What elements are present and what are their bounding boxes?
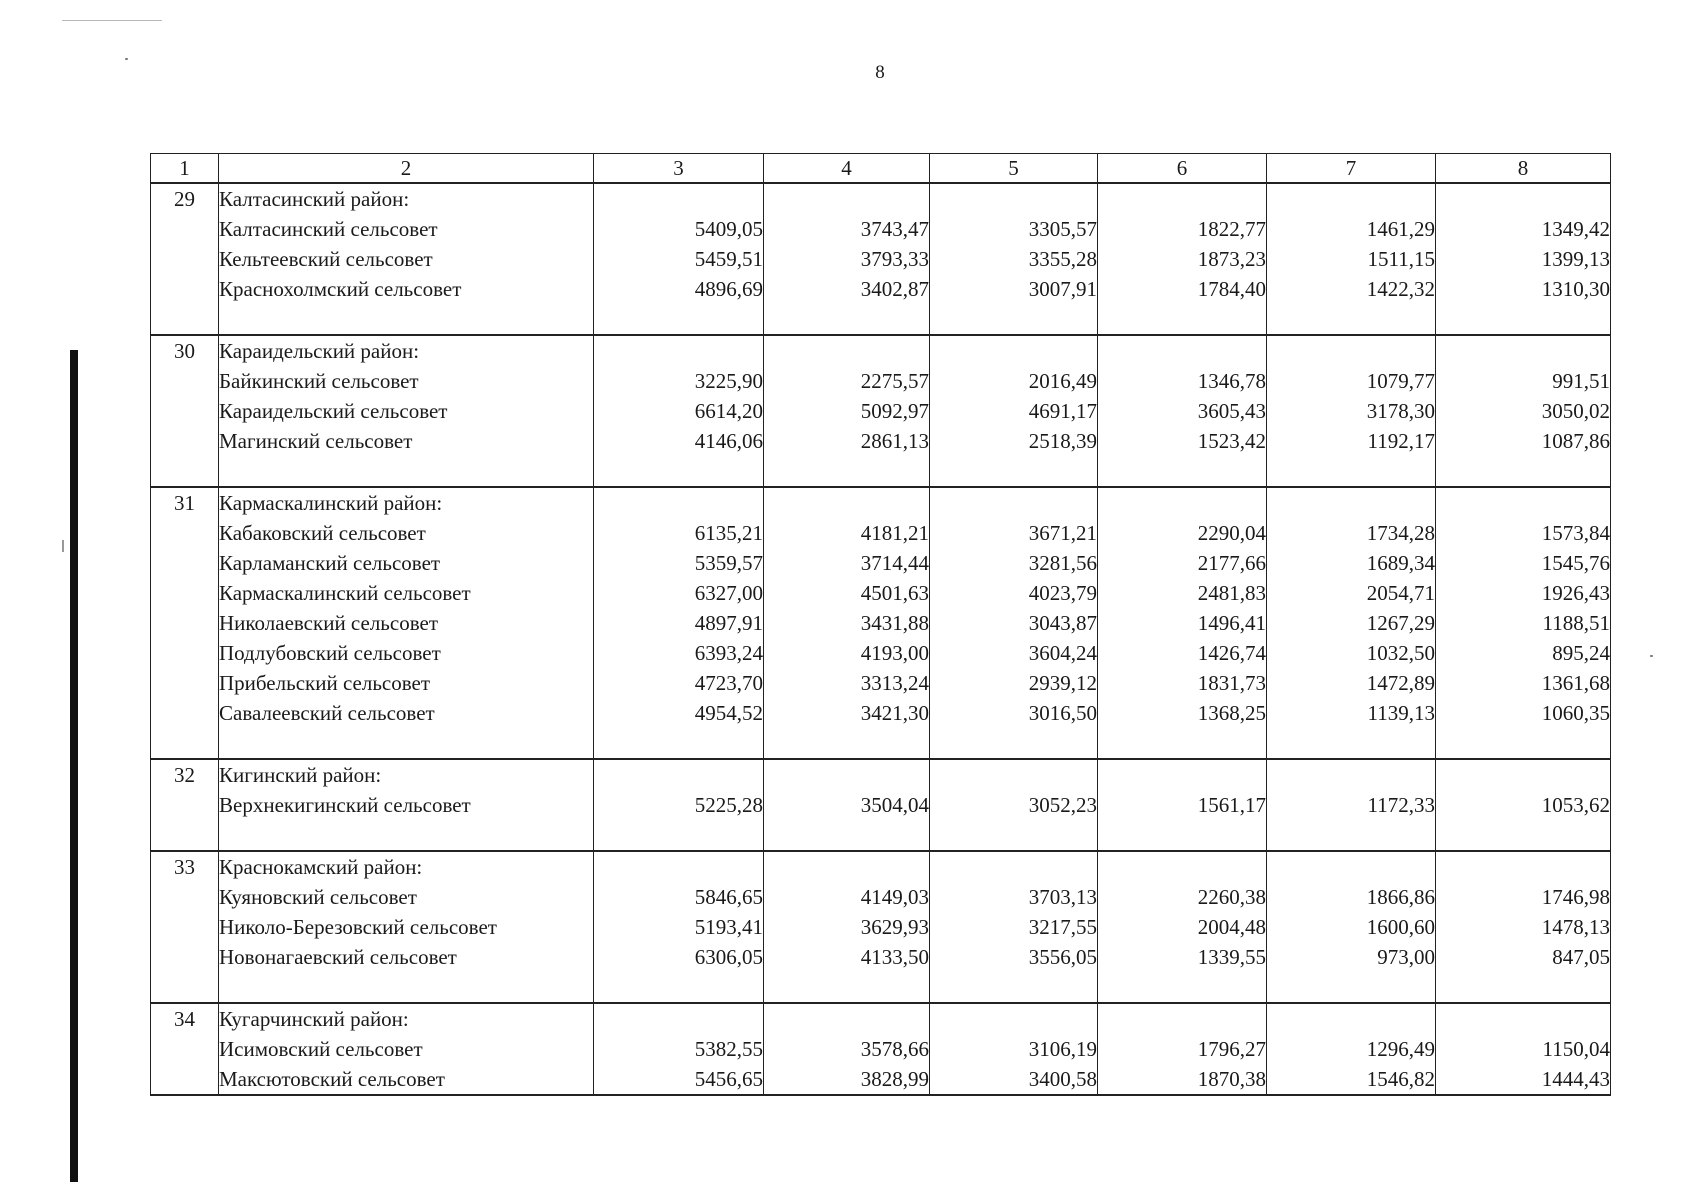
row-number-label: 31 (174, 491, 195, 515)
value: 5382,55 (694, 1037, 763, 1061)
value-cell (1267, 487, 1436, 759)
value-cell (594, 759, 764, 851)
value: 1188,51 (1542, 611, 1610, 635)
name-cell (219, 487, 594, 759)
row-number (151, 487, 219, 759)
value: 5359,57 (694, 551, 763, 575)
value: 1822,77 (1197, 217, 1266, 241)
value: 3703,13 (1028, 885, 1097, 909)
value: 1600,60 (1366, 915, 1435, 939)
value: 4149,03 (860, 885, 929, 909)
value: 973,00 (1377, 945, 1435, 969)
value: 1346,78 (1197, 369, 1266, 393)
value-cell (764, 1003, 930, 1095)
value-cell (1098, 759, 1267, 851)
value: 2177,66 (1197, 551, 1266, 575)
district-name: Кигинский район: (219, 763, 382, 787)
district-group-row (151, 487, 1611, 759)
value-cell (1436, 1003, 1611, 1095)
value: 3178,30 (1366, 399, 1435, 423)
value: 1472,89 (1366, 671, 1435, 695)
value: 1399,13 (1541, 247, 1610, 271)
value-cell (594, 1003, 764, 1095)
value-cell (1267, 183, 1436, 335)
scan-artifact-speck (125, 58, 128, 60)
value: 1172,33 (1367, 793, 1435, 817)
value: 1496,41 (1197, 611, 1266, 635)
value-cell (930, 183, 1098, 335)
district-group-row (151, 1003, 1611, 1095)
value: 5092,97 (860, 399, 929, 423)
value: 2260,38 (1197, 885, 1266, 909)
value: 1831,73 (1197, 671, 1266, 695)
value: 3605,43 (1197, 399, 1266, 423)
value: 1573,84 (1541, 521, 1610, 545)
value: 1426,74 (1197, 641, 1266, 665)
value: 1060,35 (1541, 701, 1610, 725)
value: 4897,91 (694, 611, 763, 635)
value: 3225,90 (694, 369, 763, 393)
value: 3431,88 (860, 611, 929, 635)
value: 1926,43 (1541, 581, 1610, 605)
value: 4723,70 (694, 671, 763, 695)
value: 1561,17 (1197, 793, 1266, 817)
value-cell (1098, 183, 1267, 335)
value-cell (1267, 335, 1436, 487)
value: 1873,23 (1197, 247, 1266, 271)
data-table (150, 153, 1611, 1096)
value-cell (594, 851, 764, 1003)
value-cell (1436, 487, 1611, 759)
row-number (151, 1003, 219, 1095)
value-cell (930, 759, 1098, 851)
value: 3313,24 (860, 671, 929, 695)
district-group-row (151, 183, 1611, 335)
row-number-label: 34 (174, 1007, 195, 1031)
value: 1310,30 (1541, 277, 1610, 301)
district-name: Караидельский район: (219, 339, 420, 363)
selsovet-name: Савалеевский сельсовет (219, 701, 435, 725)
value: 4691,17 (1028, 399, 1097, 423)
row-number-label: 32 (174, 763, 195, 787)
selsovet-name: Кармаскалинский сельсовет (219, 581, 471, 605)
column-header: 4 (764, 154, 930, 184)
value: 3578,66 (860, 1037, 929, 1061)
value: 1734,28 (1366, 521, 1435, 545)
value-cell (1098, 487, 1267, 759)
value: 1150,04 (1542, 1037, 1610, 1061)
value: 6614,20 (694, 399, 763, 423)
value: 3050,02 (1541, 399, 1610, 423)
value: 1478,13 (1541, 915, 1610, 939)
value: 1079,77 (1366, 369, 1435, 393)
name-cell (219, 183, 594, 335)
value: 6306,05 (694, 945, 763, 969)
district-group-row (151, 335, 1611, 487)
value: 4501,63 (860, 581, 929, 605)
value-cell (764, 759, 930, 851)
value: 1032,50 (1366, 641, 1435, 665)
name-cell (219, 851, 594, 1003)
selsovet-name: Николаевский сельсовет (219, 611, 438, 635)
value: 4193,00 (860, 641, 929, 665)
selsovet-name: Верхнекигинский сельсовет (219, 793, 471, 817)
value: 3052,23 (1028, 793, 1097, 817)
value-cell (1267, 759, 1436, 851)
value: 4181,21 (860, 521, 929, 545)
value: 3504,04 (860, 793, 929, 817)
page-number: 8 (875, 62, 885, 83)
value: 1784,40 (1197, 277, 1266, 301)
value: 2016,49 (1028, 369, 1097, 393)
value-cell (930, 335, 1098, 487)
value: 5193,41 (694, 915, 763, 939)
value: 3793,33 (860, 247, 929, 271)
district-name: Калтасинский район: (219, 187, 410, 211)
value: 3671,21 (1028, 521, 1097, 545)
row-number (151, 183, 219, 335)
value: 5459,51 (694, 247, 763, 271)
row-number-label: 30 (174, 339, 195, 363)
selsovet-name: Кельтеевский сельсовет (219, 247, 433, 271)
district-name: Кармаскалинский район: (219, 491, 443, 515)
value: 1296,49 (1366, 1037, 1435, 1061)
value: 2275,57 (860, 369, 929, 393)
column-header: 2 (219, 154, 594, 184)
value: 991,51 (1552, 369, 1610, 393)
value: 2518,39 (1028, 429, 1097, 453)
value-cell (1436, 851, 1611, 1003)
value: 1087,86 (1541, 429, 1610, 453)
row-number (151, 335, 219, 487)
selsovet-name: Максютовский сельсовет (219, 1067, 445, 1091)
value: 1796,27 (1197, 1037, 1266, 1061)
value: 1689,34 (1366, 551, 1435, 575)
row-number (151, 851, 219, 1003)
value: 2004,48 (1197, 915, 1266, 939)
value-cell (930, 851, 1098, 1003)
value: 1523,42 (1197, 429, 1266, 453)
value: 3106,19 (1028, 1037, 1097, 1061)
value: 1545,76 (1541, 551, 1610, 575)
value: 4023,79 (1028, 581, 1097, 605)
value: 6135,21 (694, 521, 763, 545)
value-cell (1098, 335, 1267, 487)
value: 6393,24 (694, 641, 763, 665)
value-cell (1267, 851, 1436, 1003)
value: 3402,87 (860, 277, 929, 301)
selsovet-name: Прибельский сельсовет (219, 671, 431, 695)
value-cell (1436, 183, 1611, 335)
value: 3043,87 (1028, 611, 1097, 635)
value: 1866,86 (1366, 885, 1435, 909)
column-header: 5 (930, 154, 1098, 184)
name-cell (219, 335, 594, 487)
value: 4896,69 (694, 277, 763, 301)
value: 4133,50 (860, 945, 929, 969)
value: 3305,57 (1028, 217, 1097, 241)
column-header: 1 (151, 154, 219, 184)
value: 1444,43 (1541, 1067, 1610, 1091)
value: 1349,42 (1541, 217, 1610, 241)
value-cell (1098, 1003, 1267, 1095)
value: 3714,44 (860, 551, 929, 575)
value: 6327,00 (694, 581, 763, 605)
selsovet-name: Николо-Березовский сельсовет (219, 915, 497, 939)
value-cell (764, 183, 930, 335)
value: 5409,05 (694, 217, 763, 241)
value: 3281,56 (1028, 551, 1097, 575)
value: 3556,05 (1028, 945, 1097, 969)
value: 1192,17 (1367, 429, 1435, 453)
value: 1511,15 (1367, 247, 1435, 271)
value: 2861,13 (860, 429, 929, 453)
value: 3629,93 (860, 915, 929, 939)
selsovet-name: Новонагаевский сельсовет (219, 945, 457, 969)
selsovet-name: Калтасинский сельсовет (219, 217, 438, 241)
name-cell (219, 1003, 594, 1095)
selsovet-name: Карламанский сельсовет (219, 551, 441, 575)
header-row (151, 154, 1611, 184)
selsovet-name: Байкинский сельсовет (219, 369, 419, 393)
row-number-label: 33 (174, 855, 195, 879)
value: 4954,52 (694, 701, 763, 725)
value-cell (1436, 759, 1611, 851)
value: 1368,25 (1197, 701, 1266, 725)
selsovet-name: Подлубовский сельсовет (219, 641, 441, 665)
value: 2939,12 (1028, 671, 1097, 695)
column-header: 7 (1267, 154, 1436, 184)
selsovet-name: Исимовский сельсовет (219, 1037, 423, 1061)
value: 1267,29 (1366, 611, 1435, 635)
value: 1461,29 (1366, 217, 1435, 241)
value: 1139,13 (1367, 701, 1435, 725)
value: 895,24 (1552, 641, 1610, 665)
value: 5225,28 (694, 793, 763, 817)
value: 3421,30 (860, 701, 929, 725)
value: 1422,32 (1366, 277, 1435, 301)
district-name: Краснокамский район: (219, 855, 423, 879)
value: 3217,55 (1028, 915, 1097, 939)
value: 3007,91 (1028, 277, 1097, 301)
value: 3016,50 (1028, 701, 1097, 725)
row-number-label: 29 (174, 187, 195, 211)
value: 1361,68 (1541, 671, 1610, 695)
value-cell (930, 1003, 1098, 1095)
value: 1339,55 (1197, 945, 1266, 969)
column-header: 6 (1098, 154, 1267, 184)
value-cell (1436, 335, 1611, 487)
value-cell (764, 335, 930, 487)
value: 847,05 (1552, 945, 1610, 969)
district-group-row (151, 759, 1611, 851)
value: 1546,82 (1366, 1067, 1435, 1091)
selsovet-name: Кабаковский сельсовет (219, 521, 426, 545)
row-number (151, 759, 219, 851)
value: 5456,65 (694, 1067, 763, 1091)
value-cell (594, 183, 764, 335)
district-group-row (151, 851, 1611, 1003)
value: 3604,24 (1028, 641, 1097, 665)
value-cell (1098, 851, 1267, 1003)
value: 1746,98 (1541, 885, 1610, 909)
district-name: Кугарчинский район: (219, 1007, 409, 1031)
value: 4146,06 (694, 429, 763, 453)
value: 1053,62 (1541, 793, 1610, 817)
value: 3743,47 (860, 217, 929, 241)
value-cell (594, 335, 764, 487)
value-cell (930, 487, 1098, 759)
value: 1870,38 (1197, 1067, 1266, 1091)
value: 2481,83 (1197, 581, 1266, 605)
value: 5846,65 (694, 885, 763, 909)
value: 2054,71 (1366, 581, 1435, 605)
selsovet-name: Магинский сельсовет (219, 429, 413, 453)
scan-artifact-tick (62, 540, 64, 552)
column-header: 8 (1436, 154, 1611, 184)
value: 3828,99 (860, 1067, 929, 1091)
name-cell (219, 759, 594, 851)
value-cell (764, 851, 930, 1003)
selsovet-name: Куяновский сельсовет (219, 885, 417, 909)
value: 3355,28 (1028, 247, 1097, 271)
value: 3400,58 (1028, 1067, 1097, 1091)
value-cell (764, 487, 930, 759)
scan-artifact-line (62, 20, 162, 21)
selsovet-name: Краснохолмский сельсовет (219, 277, 462, 301)
scan-artifact-bar (70, 350, 78, 1182)
column-header: 3 (594, 154, 764, 184)
value-cell (1267, 1003, 1436, 1095)
table-body (151, 154, 1611, 1096)
value-cell (594, 487, 764, 759)
value: 2290,04 (1197, 521, 1266, 545)
scan-artifact-speck (1650, 655, 1653, 657)
selsovet-name: Караидельский сельсовет (219, 399, 448, 423)
